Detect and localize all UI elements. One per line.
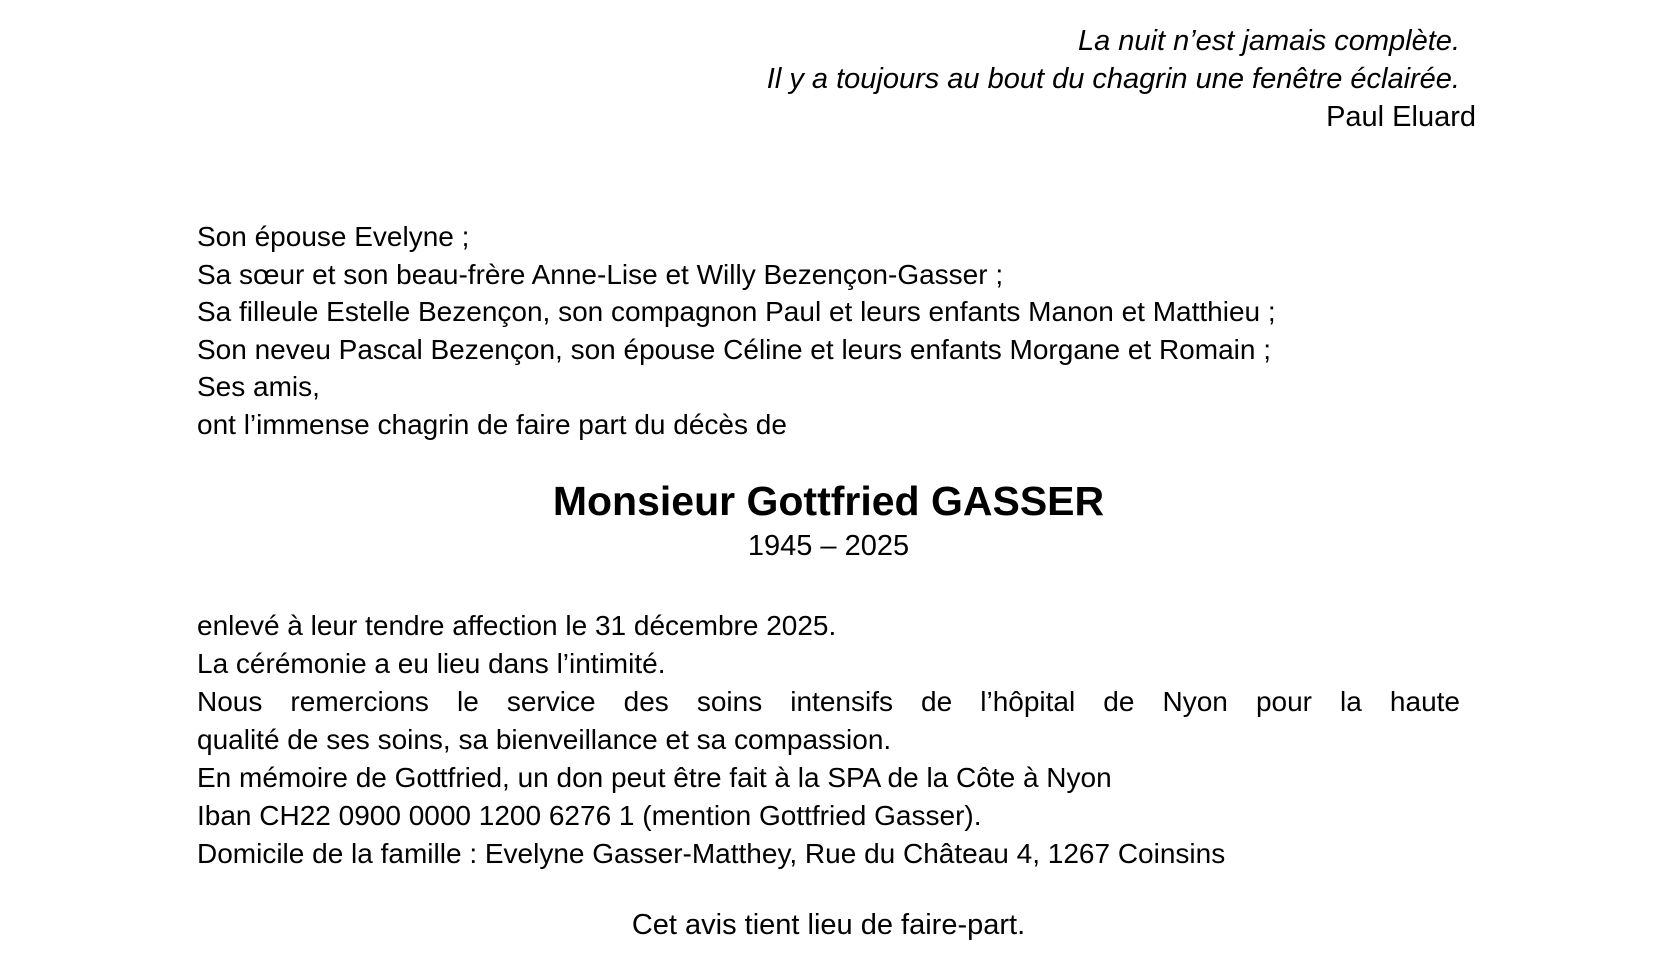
epigraph xyxy=(197,22,1476,136)
obituary-content xyxy=(197,0,1476,944)
notice-body xyxy=(197,607,1460,873)
deceased-years: 1945 – 2025 xyxy=(747,530,910,562)
body-line-ceremony: La cérémonie a eu lieu dans l’intimité. xyxy=(197,648,666,679)
body-line-thanks-2: qualité de ses soins, sa bienveillance et sa compassion. xyxy=(197,724,892,755)
body-line-death-date: enlevé à leur tendre affection le 31 décembre 2025. xyxy=(197,610,837,641)
body-line-thanks-1: Nous remercions le service des soins intensifs de l’hôpital de Nyon pour la haute xyxy=(197,686,1460,717)
family-line-spouse: Son épouse Evelyne ; xyxy=(197,221,470,252)
family-line-goddaughter: Sa filleule Estelle Bezençon, son compagnon Paul et leurs enfants Manon et Matthieu ; xyxy=(197,296,1276,327)
footer-note: Cet avis tient lieu de faire-part. xyxy=(631,909,1026,941)
family-line-friends: Ses amis, xyxy=(197,371,320,402)
epigraph-quote-line-2: Il y a toujours au bout du chagrin une fenêtre éclairée. xyxy=(766,63,1460,95)
epigraph-quote-line-1: La nuit n’est jamais complète. xyxy=(1077,25,1460,57)
body-line-iban: Iban CH22 0900 0000 1200 6276 1 (mention Gottfried Gasser). xyxy=(197,800,982,831)
family-line-nephew: Son neveu Pascal Bezençon, son épouse Céline et leurs enfants Morgane et Romain ; xyxy=(197,333,1271,365)
family-list xyxy=(197,218,1460,443)
body-line-family-address: Domicile de la famille : Evelyne Gasser-Matthey, Rue du Château 4, 1267 Coinsins xyxy=(197,838,1226,869)
family-line-sister: Sa sœur et son beau-frère Anne-Lise et Willy Bezençon-Gasser ; xyxy=(197,258,1004,290)
body-line-donation: En mémoire de Gottfried, un don peut être fait à la SPA de la Côte à Nyon xyxy=(197,762,1112,793)
deceased-name: Monsieur Gottfried GASSER xyxy=(552,478,1105,524)
epigraph-attribution: Paul Eluard xyxy=(1326,101,1476,133)
family-line-announcement: ont l’immense chagrin de faire part du décès de xyxy=(197,408,787,440)
